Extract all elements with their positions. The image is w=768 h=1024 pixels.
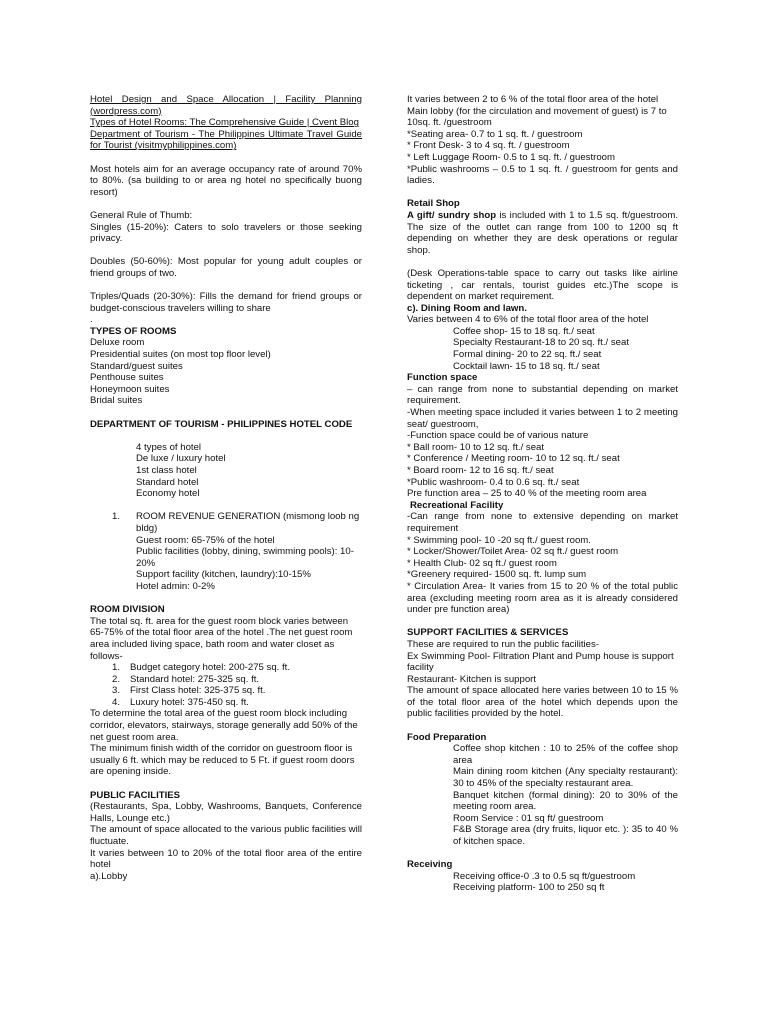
room-division-paragraph: The minimum finish width of the corridor on guestroom floor is usually 6 ft. which may be reduced to 5 Ft. if guest room doors are opening inside.: [90, 743, 355, 778]
list-item: Guest room: 65-75% of the hotel: [136, 534, 275, 546]
revenue-title: ROOM REVENUE GENERATION (mismong loob ng bldg): [136, 511, 360, 534]
list-text: First Class hotel: 325-375 sq. ft.: [130, 685, 266, 697]
list-item: Banquet kitchen (formal dining): 20 to 30% of the meeting room area.: [453, 789, 678, 813]
room-division-paragraph: To determine the total area of the guest room block including corridor, elevators, stairways, storage generally add 50% of the net guest room area.: [90, 708, 358, 743]
dining-heading: c). Dining Room and lawn.: [407, 302, 527, 314]
list-item: Ex Swimming Pool- Filtration Plant and Pump house is support facility: [407, 650, 674, 674]
rule-title: General Rule of Thumb:: [90, 209, 193, 221]
singles-paragraph: Singles (15-20%): Caters to solo travelers or those seeking privacy.: [90, 221, 362, 245]
list-number: 2.: [112, 673, 121, 685]
triples-paragraph: Triples/Quads (20-30%): Fills the demand for friend groups or budget-conscious travelers willing to share: [90, 291, 362, 314]
function-heading: Function space: [407, 372, 478, 384]
list-item: *Public washrooms – 0.5 to 1 sq. ft. / guestroom for gents and ladies.: [407, 163, 678, 187]
list-item: These are required to run the public facilities-: [407, 638, 599, 650]
list-item: [90, 662, 362, 674]
reference-link[interactable]: Hotel Design and Space Allocation | Facility Planning (wordpress.com): [90, 94, 362, 117]
list-item: Room Service : 01 sq ft/ guestroom: [453, 812, 604, 824]
dot-code-heading: DEPARTMENT OF TOURISM - PHILIPPINES HOTEL CODE: [90, 418, 353, 430]
recreational-heading: Recreational Facility: [410, 499, 504, 511]
gift-shop-text: is included with 1 to 1.5 sq. ft/guestroom. The size of the outlet can range from 100 to 1200 sq ft depending on whether they are desk operations or regular shop.: [407, 209, 678, 256]
list-item: Receiving platform- 100 to 250 sq ft: [453, 882, 605, 894]
room-division-paragraph: The total sq. ft. area for the guest room block varies between 65-75% of the total floor area of the hotel .The net guest room area included living space, bath room and water closet as follows-: [90, 615, 353, 662]
list-item: 4 types of hotel: [136, 441, 202, 453]
retail-heading: Retail Shop: [407, 198, 460, 210]
list-item: * Conference / Meeting room- 10 to 12 sq. ft./ seat: [407, 453, 620, 465]
list-item: [90, 511, 362, 534]
doubles-paragraph: Doubles (50-60%): Most popular for young adult couples or friend groups of two.: [90, 256, 362, 279]
list-item: De luxe / luxury hotel: [136, 453, 226, 465]
reference-link[interactable]: Types of Hotel Rooms: The Comprehensive Guide | Cvent Blog: [90, 117, 359, 129]
list-item: F&B Storage area (dry fruits, liquor etc. ): 35 to 40 % of kitchen space.: [453, 824, 678, 847]
list-item: -Can range from none to extensive depending on market requirement: [407, 511, 678, 534]
list-item: * Ball room- 10 to 12 sq. ft./ seat: [407, 441, 545, 453]
list-item: [90, 674, 362, 686]
list-item: [407, 129, 678, 141]
list-item: * Swimming pool- 10 -20 sq ft./ guest room.: [407, 534, 591, 546]
dining-paragraph: Varies between 4 to 6% of the total floor area of the hotel: [407, 314, 649, 326]
revenue-list: [90, 511, 362, 592]
list-item: Pre function area – 25 to 40 % of the meeting room area: [407, 488, 647, 500]
retail-paragraph: [407, 210, 678, 256]
list-item: Bridal suites: [90, 395, 143, 407]
list-item: Economy hotel: [136, 488, 200, 500]
room-division-heading: ROOM DIVISION: [90, 604, 165, 616]
list-item: Main dining room kitchen (Any specialty restaurant): 30 to 45% of the specialty restaurant area.: [453, 766, 678, 790]
list-item: * Health Club- 02 sq ft./ guest room: [407, 557, 557, 569]
list-number: 4.: [112, 696, 121, 708]
list-item: Receiving office-0 .3 to 0.5 sq ft/guestroom: [453, 870, 636, 882]
reference-link[interactable]: Department of Tourism - The Philippines Ultimate Travel Guide for Tourist (visitmyphilippines.com): [90, 128, 362, 152]
gift-shop-term: A gift/ sundry shop: [407, 209, 497, 221]
list-item: [90, 685, 362, 697]
list-item: Deluxe room: [90, 337, 145, 349]
list-item: Specialty Restaurant-18 to 20 sq. ft./ seat: [453, 337, 629, 349]
public-paragraph: It varies between 10 to 20% of the total floor area of the entire hotel: [90, 847, 362, 871]
list-item: 1st class hotel: [136, 465, 197, 476]
list-item: The amount of space allocated here varies between 10 to 15 % of the total floor area of the hotel which depends upon the public facilities provided by the hotel.: [407, 685, 678, 720]
list-item: Formal dining- 20 to 22 sq. ft./ seat: [453, 349, 602, 361]
room-division-list: [90, 662, 362, 708]
seating-value: 0.7 to 1 sq. ft. / guestroom: [471, 128, 583, 140]
right-column: [407, 94, 678, 894]
list-text: Luxury hotel: 375-450 sq. ft.: [130, 696, 249, 708]
list-item: Presidential suites (on most top floor level): [90, 349, 271, 361]
left-column: [90, 94, 362, 882]
list-item: -Function space could be of various nature: [407, 430, 589, 442]
public-facilities-heading: PUBLIC FACILITIES: [90, 789, 181, 801]
list-item: Public facilities (lobby, dining, swimming pools): 10-20%: [136, 546, 354, 569]
list-item: -When meeting space included it varies between 1 to 2 meeting seat/ guestroom,: [407, 407, 678, 430]
list-item: Hotel admin: 0-2%: [136, 580, 215, 592]
list-item: Standard/guest suites: [90, 360, 183, 372]
food-heading: Food Preparation: [407, 731, 487, 743]
list-item: Honeymoon suites: [90, 383, 170, 395]
list-item: Restaurant- Kitchen is support: [407, 673, 537, 685]
dot-line: .: [90, 314, 93, 326]
list-number: 1.: [112, 511, 121, 523]
list-item: Standard hotel: [136, 476, 199, 488]
receiving-heading: Receiving: [407, 859, 453, 871]
list-item: * Board room- 12 to 16 sq. ft./ seat: [407, 465, 554, 476]
public-paragraph: (Restaurants, Spa, Lobby, Washrooms, Banquets, Conference Halls, Lounge etc.): [90, 801, 362, 824]
list-item: Cocktail lawn- 15 to 18 sq. ft./ seat: [453, 360, 600, 372]
list-number: 1.: [112, 662, 121, 674]
list-item: [90, 697, 362, 709]
occupancy-paragraph: Most hotels aim for an average occupancy rate of around 70% to 80%. (sa building to or area ng hotel no specifically buong resort): [90, 163, 362, 198]
list-item: Support facility (kitchen, laundry):10-15%: [136, 569, 311, 581]
lobby-label: a).Lobby: [90, 870, 128, 882]
list-item: – can range from none to substantial depending on market requirement.: [407, 383, 678, 407]
list-text: Budget category hotel: 200-275 sq. ft.: [130, 662, 291, 674]
list-item: *Greenery required- 1500 sq. ft. lump sum: [407, 569, 587, 581]
lobby-paragraph: It varies between 2 to 6 % of the total floor area of the hotel Main lobby (for the circulation and movement of guest) is 7 to 10sq. ft. /guestroom: [407, 94, 667, 129]
list-item: * Front Desk- 3 to 4 sq. ft. / guestroom: [407, 140, 570, 152]
list-text: Standard hotel: 275-325 sq. ft.: [130, 673, 260, 685]
list-item: * Left Luggage Room- 0.5 to 1 sq. ft. / guestroom: [407, 151, 615, 163]
list-item: Penthouse suites: [90, 372, 164, 384]
list-item: * Circulation Area- It varies from 15 to 20 % of the total public area (excluding meeting room area as it is already considered under pre function area): [407, 580, 678, 616]
list-item: * Locker/Shower/Toilet Area- 02 sq ft./ guest room: [407, 546, 619, 558]
desk-ops-paragraph: (Desk Operations-table space to carry out tasks like airline ticketing , car rentals, tourist guides etc.)The scope is dependent on market requirement.: [407, 267, 678, 303]
list-item: *Public washroom- 0.4 to 0.6 sq. ft./ seat: [407, 476, 580, 488]
seating-label: *Seating area-: [407, 128, 469, 140]
list-item: Coffee shop kitchen : 10 to 25% of the coffee shop area: [453, 743, 678, 766]
list-number: 3.: [112, 685, 121, 697]
list-item: Coffee shop- 15 to 18 sq. ft./ seat: [453, 325, 595, 337]
public-paragraph: The amount of space allocated to the various public facilities will fluctuate.: [90, 824, 362, 847]
types-heading: TYPES OF ROOMS: [90, 325, 177, 337]
support-heading: SUPPORT FACILITIES & SERVICES: [407, 627, 569, 639]
